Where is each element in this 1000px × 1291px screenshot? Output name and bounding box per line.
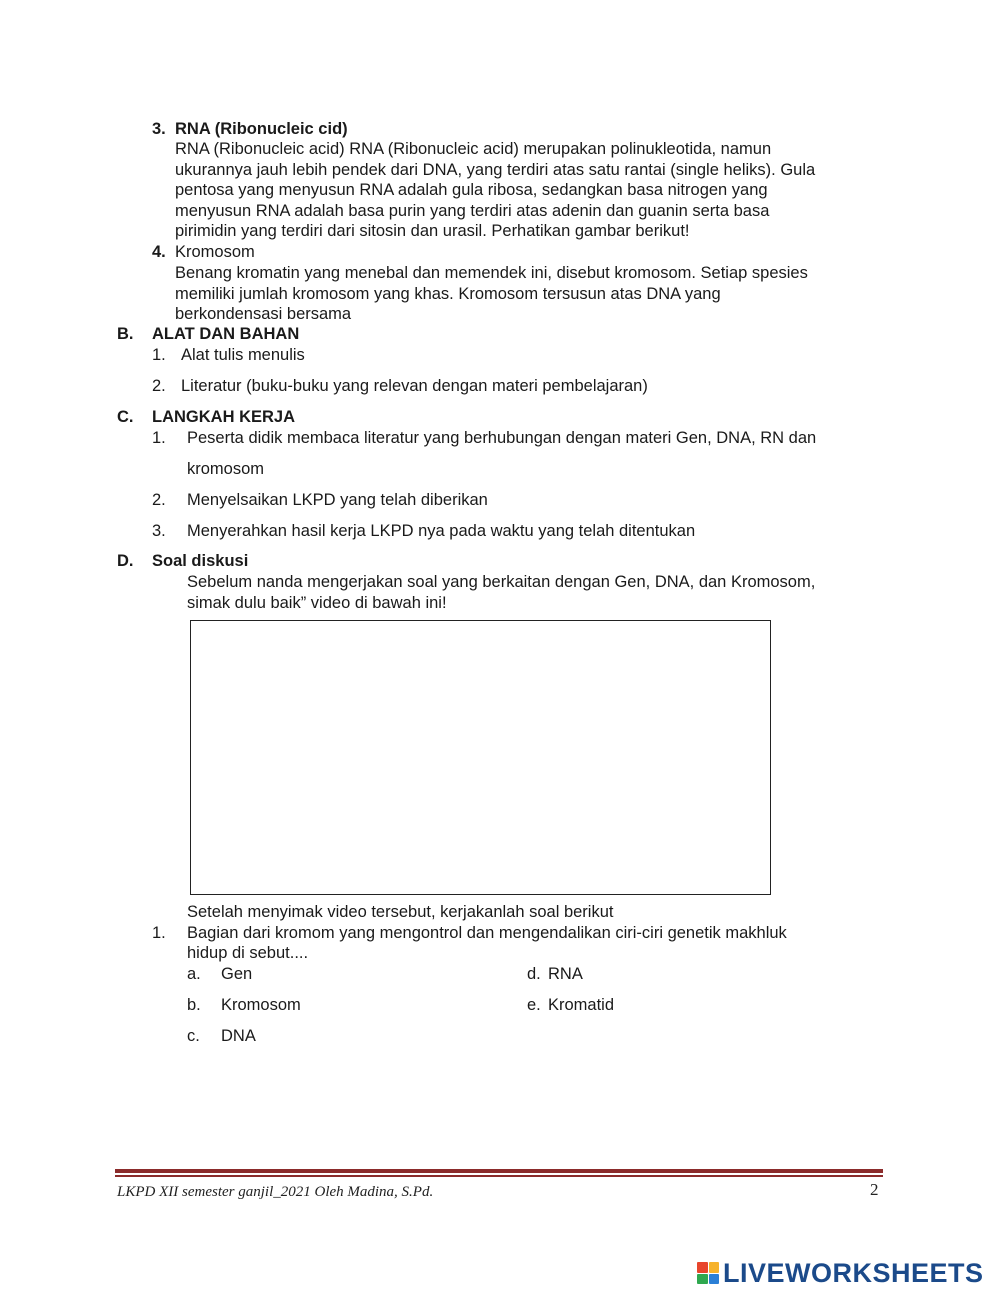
footer-text: LKPD XII semester ganjil_2021 Oleh Madina, S.Pd. <box>117 1184 434 1200</box>
option-gen[interactable]: Gen <box>221 965 253 983</box>
list-item-number: 2. <box>152 377 166 395</box>
soal-intro-line: simak dulu baik” video di bawah ini! <box>187 594 447 612</box>
liveworksheets-wordmark: LIVEWORKSHEETS <box>723 1257 984 1288</box>
soal-intro-line: Sebelum nanda mengerjakan soal yang berkaitan dengan Gen, DNA, dan Kromosom, <box>187 573 816 591</box>
section-b-title: ALAT DAN BAHAN <box>152 325 300 343</box>
liveworksheets-icon <box>697 1262 719 1284</box>
rna-line: pentosa yang menyusun RNA adalah gula ribosa, sedangkan basa nitrogen yang <box>175 181 768 199</box>
option-dna[interactable]: DNA <box>221 1027 256 1045</box>
list-item-number: 3. <box>152 522 166 540</box>
footer-divider <box>115 1169 883 1173</box>
option-letter: b. <box>187 996 201 1014</box>
rna-line: RNA (Ribonucleic acid) RNA (Ribonucleic acid) merupakan polinukleotida, namun <box>175 140 772 158</box>
option-rna[interactable]: RNA <box>548 965 583 983</box>
rna-line: ukurannya jauh lebih pendek dari DNA, yang terdiri atas satu rantai (single heliks). Gula <box>175 161 816 179</box>
option-letter: c. <box>187 1027 200 1045</box>
section-c-title: LANGKAH KERJA <box>152 408 296 426</box>
option-letter: e. <box>527 996 541 1014</box>
list-item: Menyelsaikan LKPD yang telah diberikan <box>187 491 488 509</box>
option-kromatid[interactable]: Kromatid <box>548 996 615 1014</box>
list-item-number: 1. <box>152 429 166 447</box>
video-embed[interactable] <box>190 620 771 895</box>
kromosom-line: memiliki jumlah kromosom yang khas. Kromosom tersusun atas DNA yang <box>175 285 721 303</box>
option-letter: a. <box>187 965 201 983</box>
list-item-continuation: kromosom <box>187 460 265 478</box>
section-b-letter: B. <box>117 325 134 343</box>
footer-divider-thin <box>115 1175 883 1177</box>
liveworksheets-logo <box>697 1258 984 1288</box>
rna-number: 3. <box>152 120 166 138</box>
question-number: 1. <box>152 924 166 942</box>
after-video-text: Setelah menyimak video tersebut, kerjakanlah soal berikut <box>187 903 614 921</box>
rna-line: menyusun RNA adalah basa purin yang terdiri atas adenin dan guanin serta basa <box>175 202 770 220</box>
kromosom-line: Benang kromatin yang menebal dan memendek ini, disebut kromosom. Setiap spesies <box>175 264 808 282</box>
list-item: Alat tulis menulis <box>181 346 305 364</box>
rna-line: pirimidin yang terdiri dari sitosin dan urasil. Perhatikan gambar berikut! <box>175 222 690 240</box>
section-d-letter: D. <box>117 552 134 570</box>
section-d-title: Soal diskusi <box>152 552 249 570</box>
question-line: hidup di sebut.... <box>187 944 309 962</box>
section-c-letter: C. <box>117 408 134 426</box>
list-item-number: 1. <box>152 346 166 364</box>
list-item: Peserta didik membaca literatur yang berhubungan dengan materi Gen, DNA, RN dan <box>187 429 817 447</box>
kromosom-heading: Kromosom <box>175 243 255 261</box>
page-number: 2 <box>870 1180 879 1199</box>
question-line: Bagian dari kromom yang mengontrol dan mengendalikan ciri-ciri genetik makhluk <box>187 924 787 942</box>
kromosom-number: 4. <box>152 243 166 261</box>
list-item: Literatur (buku-buku yang relevan dengan materi pembelajaran) <box>181 377 648 395</box>
list-item-number: 2. <box>152 491 166 509</box>
option-letter: d. <box>527 965 541 983</box>
list-item: Menyerahkan hasil kerja LKPD nya pada waktu yang telah ditentukan <box>187 522 696 540</box>
option-kromosom[interactable]: Kromosom <box>221 996 301 1014</box>
kromosom-line: berkondensasi bersama <box>175 305 352 323</box>
rna-heading: RNA (Ribonucleic cid) <box>175 120 348 138</box>
